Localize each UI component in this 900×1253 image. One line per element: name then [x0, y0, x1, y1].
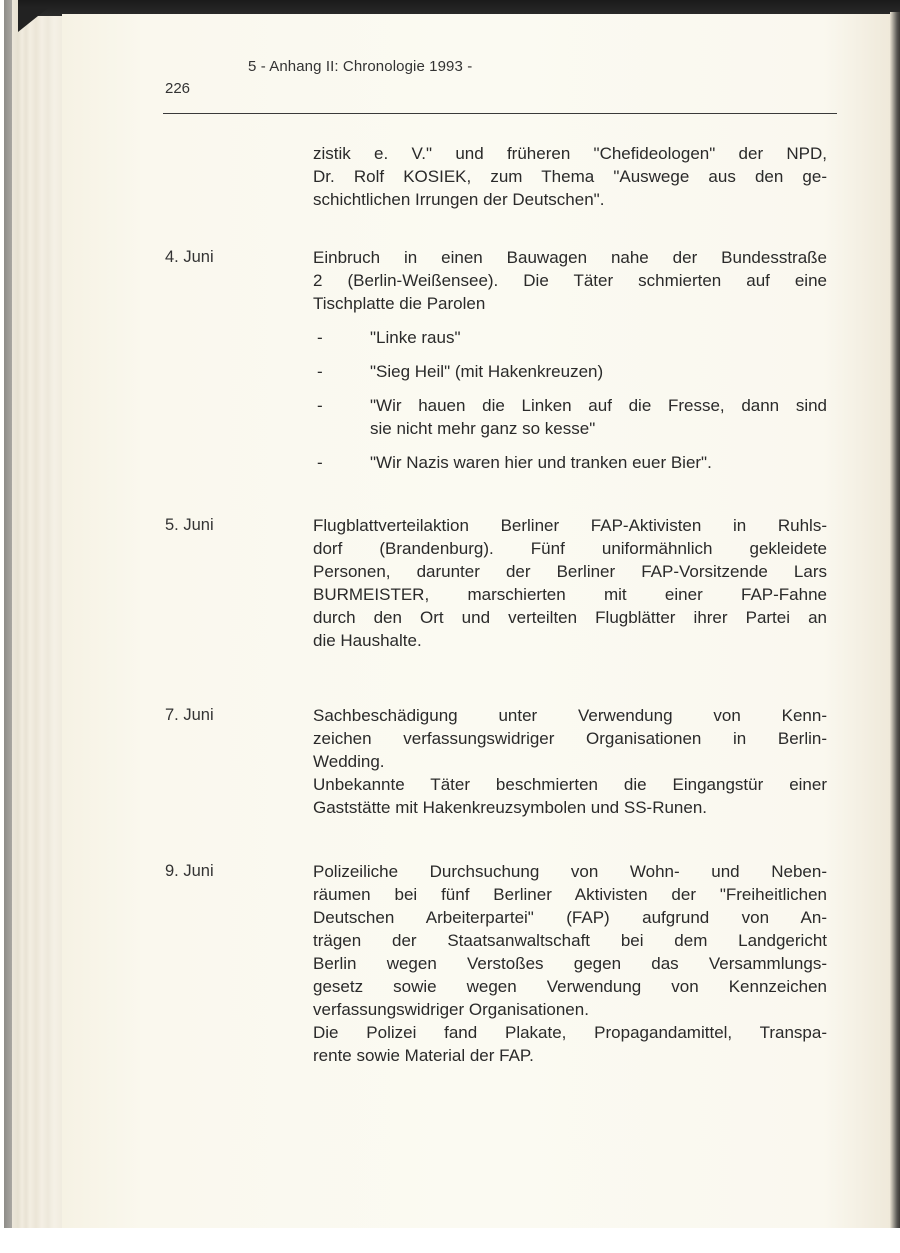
- slogan-item: [313, 360, 827, 383]
- entry-body-4-juni: [313, 246, 827, 474]
- dash-bullet: -: [317, 328, 323, 347]
- page-number: 226: [165, 80, 191, 97]
- text-line: verfassungswidriger Organisationen.: [313, 1000, 589, 1019]
- scan-corner-shadow: [18, 8, 48, 32]
- entry-body-9-juni: [313, 860, 827, 1067]
- text-line: "Wir hauen die Linken auf die Fresse, dann sind: [370, 396, 827, 415]
- page-right-edge: [890, 12, 900, 1228]
- text-line: Unbekannte Täter beschmierten die Eingangstür einer: [313, 775, 827, 794]
- text-line: durch den Ort und verteilten Flugblätter ihrer Partei an: [313, 608, 827, 627]
- entry-date-4-juni: 4. Juni: [165, 248, 214, 266]
- text-line: schichtlichen Irrungen der Deutschen".: [313, 190, 605, 209]
- text-line: Flugblattverteilaktion Berliner FAP-Aktivisten in Ruhls-: [313, 516, 827, 535]
- text-line: die Haushalte.: [313, 631, 422, 650]
- slogan-item: [313, 394, 827, 440]
- entry-date-9-juni: 9. Juni: [165, 862, 214, 880]
- text-line: rente sowie Material der FAP.: [313, 1046, 534, 1065]
- text-line: räumen bei fünf Berliner Aktivisten der "Freiheitlichen: [313, 885, 827, 904]
- text-line: zeichen verfassungswidriger Organisationen in Berlin-: [313, 729, 827, 748]
- text-line: "Sieg Heil" (mit Hakenkreuzen): [370, 362, 604, 381]
- slogan-item: [313, 326, 827, 349]
- slogan-item: [313, 451, 827, 474]
- text-line: Wedding.: [313, 752, 385, 771]
- text-line: Polizeiliche Durchsuchung von Wohn- und Neben-: [313, 862, 827, 881]
- slogan-list: [313, 326, 827, 474]
- text-line: Berlin wegen Verstoßes gegen das Versammlungs-: [313, 954, 827, 973]
- text-line: 2 (Berlin-Weißensee). Die Täter schmierten auf eine: [313, 271, 827, 290]
- text-line: "Linke raus": [370, 328, 461, 347]
- text-line: Tischplatte die Parolen: [313, 294, 486, 313]
- running-head: 5 - Anhang II: Chronologie 1993 -: [248, 58, 473, 75]
- text-line: Die Polizei fand Plakate, Propagandamittel, Transpa-: [313, 1023, 827, 1042]
- text-line: zistik e. V." und früheren "Chefideologen" der NPD,: [313, 144, 827, 163]
- text-line: Deutschen Arbeiterpartei" (FAP) aufgrund von An-: [313, 908, 827, 927]
- entry-date-7-juni: 7. Juni: [165, 706, 214, 724]
- text-line: Gaststätte mit Hakenkreuzsymbolen und SS-Runen.: [313, 798, 708, 817]
- text-line: Personen, darunter der Berliner FAP-Vorsitzende Lars: [313, 562, 827, 581]
- dash-bullet: -: [317, 453, 323, 472]
- text-line: sie nicht mehr ganz so kesse": [370, 419, 596, 438]
- text-line: trägen der Staatsanwaltschaft bei dem Landgericht: [313, 931, 827, 950]
- text-line: Sachbeschädigung unter Verwendung von Kenn-: [313, 706, 827, 725]
- text-line: BURMEISTER, marschierten mit einer FAP-Fahne: [313, 585, 827, 604]
- text-line: dorf (Brandenburg). Fünf uniformähnlich gekleidete: [313, 539, 827, 558]
- dash-bullet: -: [317, 362, 323, 381]
- entry-date-5-juni: 5. Juni: [165, 516, 214, 534]
- dash-bullet: -: [317, 396, 323, 415]
- scan-bottom-margin: [0, 1228, 900, 1253]
- text-line: "Wir Nazis waren hier und tranken euer Bier".: [370, 453, 712, 472]
- text-line: Einbruch in einen Bauwagen nahe der Bundesstraße: [313, 248, 827, 267]
- page-edge-stack: [0, 0, 62, 1228]
- continuation-paragraph: [313, 142, 827, 211]
- entry-body-7-juni: [313, 704, 827, 819]
- text-line: gesetz sowie wegen Verwendung von Kennzeichen: [313, 977, 827, 996]
- entry-body-5-juni: [313, 514, 827, 652]
- text-line: Dr. Rolf KOSIEK, zum Thema "Auswege aus den ge-: [313, 167, 827, 186]
- header-rule: [163, 113, 837, 114]
